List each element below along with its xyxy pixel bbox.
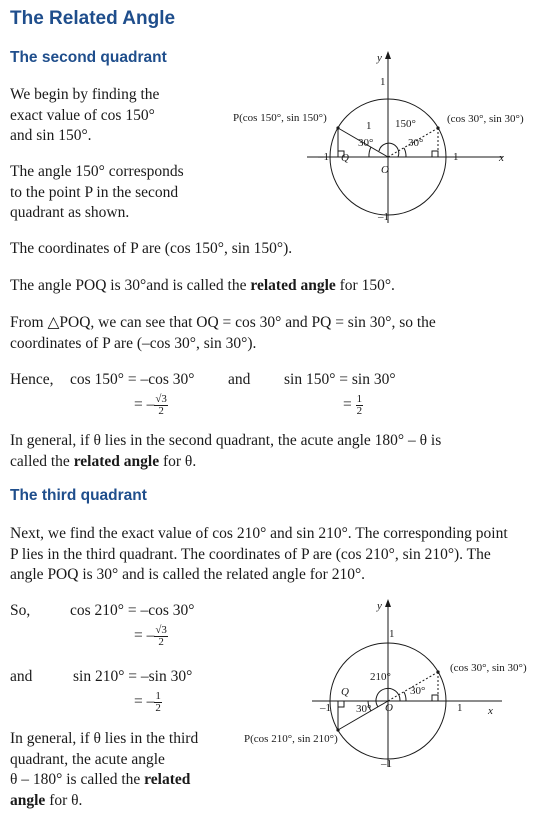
right-angle-marker-right <box>432 151 438 157</box>
y-axis-label: y <box>377 600 382 612</box>
point-p-dot <box>336 126 339 129</box>
third-quadrant-intro: Next, we find the exact value of cos 210° and sin 210°. The corresponding point P lies in the third quadrant. The coordinates of P are (cos 210°, sin 210°). The angle POQ is 30° and is called the related angle for 210°. <box>10 525 508 583</box>
cos-210-equation: cos 210° = –cos 30° <box>70 602 195 619</box>
point-right-dot <box>436 126 439 129</box>
tick-label-right: 1 <box>453 151 459 163</box>
right-angle-marker-right <box>432 695 438 701</box>
arc-30-right <box>404 692 406 701</box>
angle-30-left-label: 30° <box>356 703 372 715</box>
angle-line: to the point P in the second <box>10 183 179 201</box>
unit-circle-diagram-third-quadrant <box>240 595 545 785</box>
related-angle-statement: The angle POQ is 30°and is called the related angle for 150°. <box>10 277 395 294</box>
angle-paragraph <box>10 162 184 224</box>
triangle-paragraph <box>10 313 436 354</box>
hence-label: Hence, <box>10 371 54 388</box>
angle-line: The angle 150° corresponds <box>10 163 184 180</box>
fraction: $\frac{1}{2}$ <box>356 393 363 417</box>
section-heading-second-quadrant: The second quadrant <box>10 49 167 66</box>
point-right-label: (cos 30°, sin 30°) <box>450 662 527 674</box>
y-axis-arrow <box>385 51 391 59</box>
x-axis-label: x <box>488 705 493 717</box>
tick-label-bottom: –1 <box>381 758 392 770</box>
point-right-label: (cos 30°, sin 30°) <box>447 113 524 125</box>
tick-label-right: 1 <box>457 702 463 714</box>
angle-30-right-label: 30° <box>410 685 426 697</box>
label-o: O <box>385 702 393 714</box>
so-label: So, <box>10 602 31 619</box>
x-axis-label: x <box>499 152 504 164</box>
point-right-dot <box>436 670 439 673</box>
triangle-line: From △POQ, we can see that OQ = cos 30° and PQ = sin 30°, so the <box>10 314 436 331</box>
and-label-2: and <box>10 668 33 685</box>
sin-210-equation: sin 210° = –sin 30° <box>73 668 193 685</box>
fraction: $\frac{1}{2}$ <box>155 690 161 714</box>
angle-line: quadrant as shown. <box>10 204 130 221</box>
radius-label: 1 <box>366 120 372 132</box>
point-p-dot <box>336 728 339 731</box>
tick-label-bottom: –1 <box>378 211 389 223</box>
intro-line: and sin 150°. <box>10 127 92 144</box>
arc-30-right <box>404 148 406 157</box>
intro-line: exact value of cos 150° <box>10 106 155 124</box>
tick-label-left: –1 <box>320 702 331 714</box>
fraction: $\frac{√3}{2}$ <box>155 624 167 648</box>
tick-label-top: 1 <box>389 628 395 640</box>
tick-label-left: –1 <box>318 151 329 163</box>
sin-150-equation: sin 150° = sin 30° <box>284 371 396 388</box>
y-axis-arrow <box>385 599 391 607</box>
label-q: Q <box>341 686 349 698</box>
intro-paragraph <box>10 85 159 147</box>
angle-30-left-label: 30° <box>358 137 374 149</box>
general-second-quadrant: In general, if θ lies in the second quadrant, the acute angle 180° – θ is called the related angle for θ. <box>10 432 442 470</box>
point-p-label: P(cos 210°, sin 210°) <box>244 733 338 745</box>
coordinates-statement: The coordinates of P are (cos 150°, sin 150°). <box>10 240 293 257</box>
y-axis-label: y <box>377 52 382 64</box>
angle-30-right-label: 30° <box>408 137 424 149</box>
angle-210-label: 210° <box>370 671 391 683</box>
cos-150-equation: cos 150° = –cos 30° <box>70 371 195 388</box>
triangle-line: coordinates of P are (–cos 30°, sin 30°). <box>10 334 257 352</box>
label-q: Q <box>341 152 349 164</box>
sin-210-result: = – $\frac{1}{2}$ <box>134 690 161 714</box>
page-title: The Related Angle <box>10 8 176 29</box>
fraction: $\frac{√3}{2}$ <box>155 393 167 417</box>
and-label: and <box>228 371 251 388</box>
tick-label-top: 1 <box>380 76 386 88</box>
cos-210-result: = – $\frac{√3}{2}$ <box>134 624 167 648</box>
cos-150-result: = – $\frac{√3}{2}$ <box>134 393 167 417</box>
point-p-label: P(cos 150°, sin 150°) <box>233 112 327 124</box>
section-heading-third-quadrant: The third quadrant <box>10 487 147 504</box>
label-o: O <box>381 164 389 176</box>
sin-150-result: = $\frac{1}{2}$ <box>343 393 363 417</box>
right-angle-marker-left <box>338 701 344 707</box>
angle-150-label: 150° <box>395 118 416 130</box>
intro-line: We begin by finding the <box>10 86 160 103</box>
unit-circle-diagram-second-quadrant <box>225 45 545 235</box>
arc-150 <box>379 143 399 157</box>
general-third-quadrant: In general, if θ lies in the third quadrant, the acute angle θ – 180° is called the related angle for θ. <box>10 730 199 809</box>
